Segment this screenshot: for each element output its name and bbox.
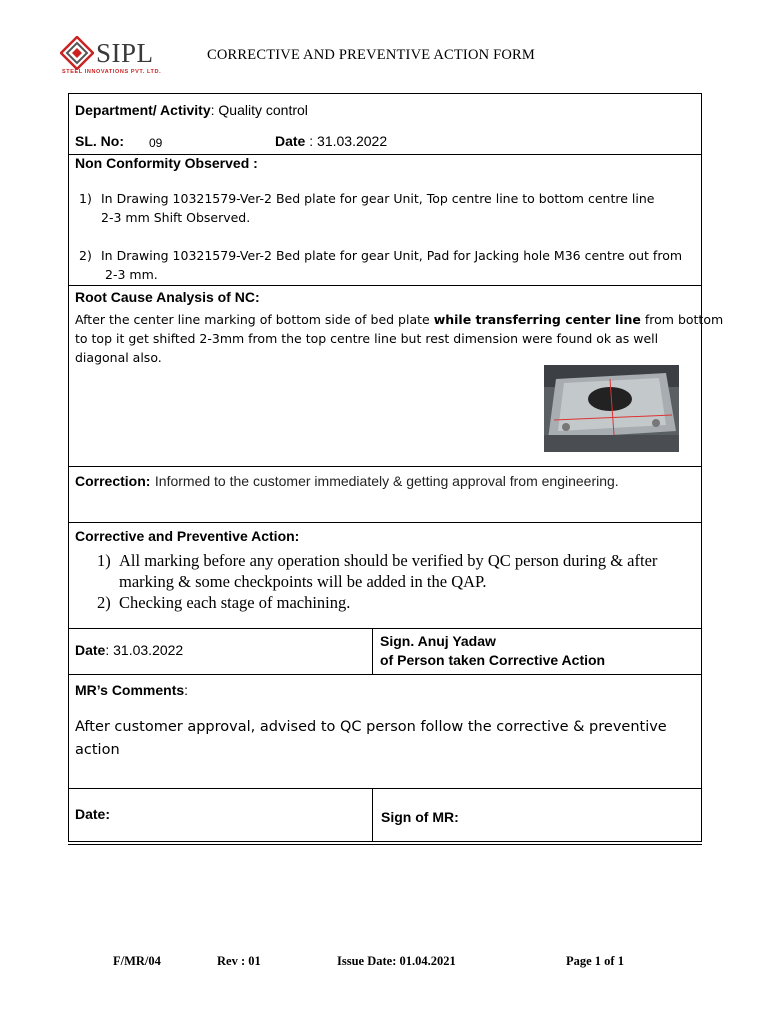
capa-item-2-line1: Checking each stage of machining. bbox=[119, 593, 351, 612]
nc-item-2-line2: 2-3 mm. bbox=[105, 267, 158, 282]
mr-sign-label: Sign of MR: bbox=[381, 809, 459, 825]
nc-item-1-line1: In Drawing 10321579-Ver-2 Bed plate for gear Unit, Top centre line to bottom centre line bbox=[101, 191, 655, 206]
footer-form-no: F/MR/04 bbox=[113, 954, 161, 968]
date-value: 31.03.2022 bbox=[317, 133, 388, 149]
bed-plate-photo bbox=[544, 365, 679, 452]
sign-anuj: Sign. Anuj Yadaw bbox=[380, 633, 496, 649]
mr-comment-line1: After customer approval, advised to QC person follow the corrective & preventive bbox=[75, 719, 667, 735]
root-cause-title: Root Cause Analysis of NC: bbox=[75, 289, 260, 305]
department-value: Quality control bbox=[218, 102, 308, 118]
signoff-date: Date: 31.03.2022 bbox=[75, 642, 184, 658]
footer-page: Page 1 of 1 bbox=[566, 954, 624, 968]
capa-item-1-line2: marking & some checkpoints will be added in the QAP. bbox=[119, 572, 487, 591]
nc-item-2 bbox=[79, 246, 683, 282]
capa-item-2-num: 2) bbox=[97, 593, 111, 612]
sl-label: SL. No: bbox=[75, 133, 124, 149]
sipl-logo-icon bbox=[60, 36, 94, 70]
signoff-date-label: Date bbox=[75, 642, 106, 658]
nc-item-1-line2: 2-3 mm Shift Observed. bbox=[101, 210, 251, 225]
capa-item-1-num: 1) bbox=[97, 551, 111, 570]
capa-item-1 bbox=[97, 550, 658, 591]
nc-item-1-num: 1) bbox=[79, 191, 92, 206]
logo-text: SIPL bbox=[96, 38, 154, 68]
root-cause-line2: to top it get shifted 2-3mm from the top centre line but rest dimension were found ok as well bbox=[75, 331, 659, 346]
root-cause-line3: diagonal also. bbox=[75, 350, 162, 365]
department-row: Department/ Activity: Quality control bbox=[75, 102, 308, 118]
mr-comments-label-row: MR’s Comments: bbox=[75, 682, 189, 698]
mr-comments-label: MR’s Comments bbox=[75, 682, 185, 698]
footer-issue-date: Issue Date: 01.04.2021 bbox=[337, 954, 456, 968]
capa-title: Corrective and Preventive Action: bbox=[75, 528, 300, 544]
sign-role: of Person taken Corrective Action bbox=[380, 652, 606, 668]
root-cause-text-bold: while transferring center line bbox=[433, 312, 641, 327]
signoff-date-value: 31.03.2022 bbox=[113, 642, 184, 658]
correction-row bbox=[75, 473, 619, 491]
correction-label: Correction: bbox=[75, 473, 151, 489]
capa-item-1-line1: All marking before any operation should be verified by QC person during & after bbox=[119, 551, 658, 570]
capa-item-2 bbox=[97, 592, 351, 613]
root-cause-text-1: After the center line marking of bottom side of bed plate bbox=[75, 312, 434, 327]
nc-item-1 bbox=[79, 189, 655, 225]
sl-value: 09 bbox=[149, 136, 163, 150]
mr-comment-text bbox=[75, 716, 667, 762]
nc-item-2-num: 2) bbox=[79, 248, 92, 263]
mr-comment-line2: action bbox=[75, 742, 120, 758]
root-cause-text bbox=[75, 310, 723, 367]
correction-text: Informed to the customer immediately & getting approval from engineering. bbox=[154, 473, 619, 489]
nc-item-2-line1: In Drawing 10321579-Ver-2 Bed plate for gear Unit, Pad for Jacking hole M36 centre out from bbox=[101, 248, 683, 263]
form-title: CORRECTIVE AND PREVENTIVE ACTION FORM bbox=[207, 47, 536, 63]
footer-rev: Rev : 01 bbox=[217, 954, 261, 968]
company-logo bbox=[60, 36, 190, 80]
mr-date-label: Date: bbox=[75, 806, 111, 822]
date-row: Date : 31.03.2022 bbox=[275, 133, 388, 149]
nonconformity-title: Non Conformity Observed : bbox=[75, 155, 258, 171]
root-cause-text-2: from bottom bbox=[640, 312, 724, 327]
date-label: Date bbox=[275, 133, 306, 149]
department-label: Department/ Activity bbox=[75, 102, 211, 118]
logo-subtext: STEEL INNOVATIONS PVT. LTD. bbox=[62, 69, 162, 75]
